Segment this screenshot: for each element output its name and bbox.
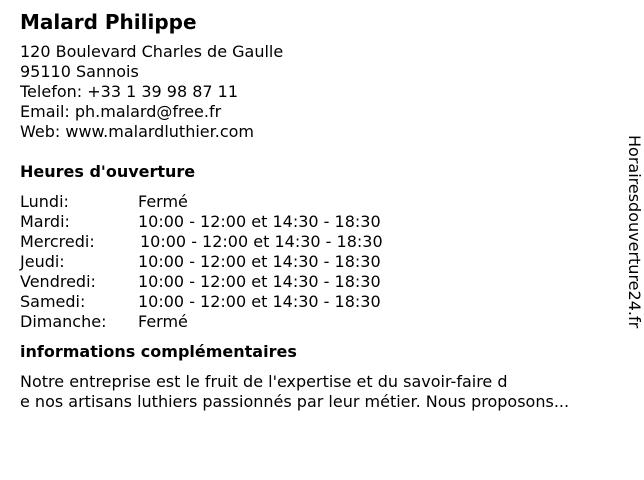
hours-time: 10:00 - 12:00 et 14:30 - 18:30 [138, 272, 381, 291]
hours-time: 10:00 - 12:00 et 14:30 - 18:30 [138, 212, 381, 231]
hours-day: Lundi: [20, 192, 69, 211]
address-line-2: 95110 Sannois [20, 62, 139, 81]
hours-time: Fermé [138, 312, 188, 331]
additional-info-title: informations complémentaires [20, 342, 297, 361]
site-watermark-label: Horairesdouverture24.fr [625, 135, 644, 329]
hours-row [20, 292, 616, 312]
hours-row [20, 192, 616, 212]
hours-time: 10:00 - 12:00 et 14:30 - 18:30 [140, 232, 383, 251]
web-line: Web: www.malardluthier.com [20, 122, 254, 141]
opening-hours-title: Heures d'ouverture [20, 162, 196, 181]
hours-row [20, 252, 616, 272]
hours-day: Vendredi: [20, 272, 96, 291]
email-line: Email: ph.malard@free.fr [20, 102, 222, 121]
hours-time: 10:00 - 12:00 et 14:30 - 18:30 [138, 252, 381, 271]
description-line-1: Notre entreprise est le fruit de l'expertise et du savoir-faire d [20, 372, 508, 391]
hours-day: Samedi: [20, 292, 86, 311]
description-line-2: e nos artisans luthiers passionnés par leur métier. Nous proposons... [20, 392, 570, 411]
hours-day: Mardi: [20, 212, 70, 231]
address-line-1: 120 Boulevard Charles de Gaulle [20, 42, 284, 61]
hours-day: Mercredi: [20, 232, 95, 251]
hours-time: 10:00 - 12:00 et 14:30 - 18:30 [138, 292, 381, 311]
hours-row [20, 272, 616, 292]
business-name: Malard Philippe [20, 10, 197, 34]
hours-day: Dimanche: [20, 312, 107, 331]
hours-row [20, 212, 616, 232]
business-card [20, 10, 616, 412]
hours-day: Jeudi: [20, 252, 65, 271]
hours-row [20, 312, 616, 332]
hours-time: Fermé [138, 192, 188, 211]
phone-line: Telefon: +33 1 39 98 87 11 [20, 82, 239, 101]
hours-row [20, 232, 616, 252]
